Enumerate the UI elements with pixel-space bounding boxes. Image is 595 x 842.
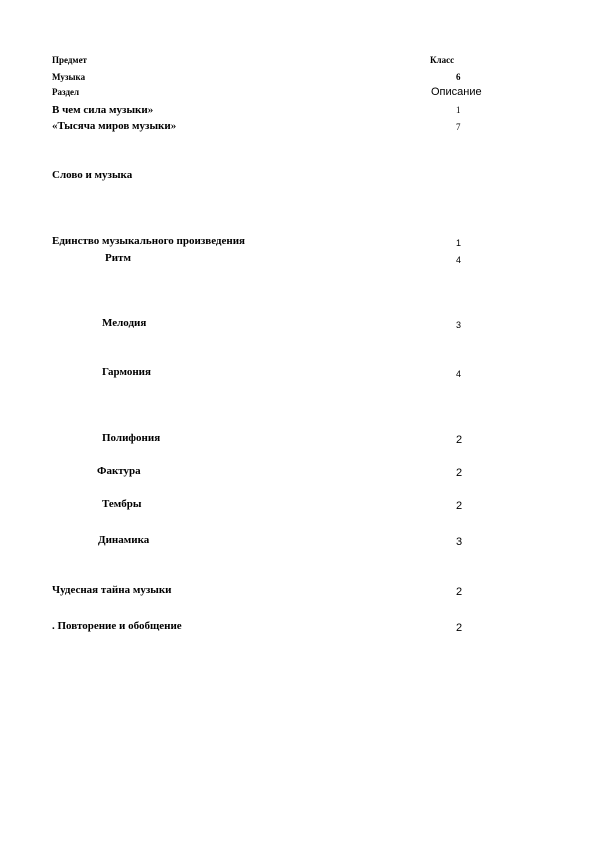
row-title-11: Чудесная тайна музыки — [52, 584, 172, 596]
class-value: 6 — [456, 72, 461, 82]
row-value-8: 2 — [456, 467, 463, 479]
row-title-1: «Тысяча миров музыки» — [52, 120, 177, 132]
row-title-2: Слово и музыка — [52, 169, 133, 181]
row-value-6: 4 — [456, 369, 462, 379]
row-value-4: 4 — [456, 255, 462, 265]
row-title-5: Мелодия — [102, 317, 147, 329]
subject-label: Предмет — [52, 55, 87, 65]
row-title-7: Полифония — [102, 432, 161, 444]
row-value-3: 1 — [456, 238, 462, 248]
row-title-6: Гармония — [102, 366, 151, 378]
subject-value: Музыка — [52, 72, 86, 82]
description-label: Описание — [431, 87, 482, 98]
row-value-0: 1 — [456, 105, 461, 115]
row-title-8: Фактура — [97, 465, 141, 477]
row-value-1: 7 — [456, 122, 461, 132]
row-title-4: Ритм — [105, 252, 131, 264]
row-value-5: 3 — [456, 320, 462, 330]
section-label: Раздел — [52, 87, 80, 97]
row-title-9: Тембры — [102, 498, 142, 510]
row-value-11: 2 — [456, 586, 463, 598]
row-value-12: 2 — [456, 622, 463, 634]
row-value-10: 3 — [456, 536, 463, 548]
row-value-7: 2 — [456, 434, 463, 446]
row-title-10: Динамика — [98, 534, 150, 546]
row-value-9: 2 — [456, 500, 463, 512]
row-title-3: Единство музыкального произведения — [52, 235, 246, 247]
row-title-12: . Повторение и обобщение — [52, 620, 182, 632]
class-label: Класс — [430, 55, 455, 65]
row-title-0: В чем сила музыки» — [52, 104, 154, 116]
